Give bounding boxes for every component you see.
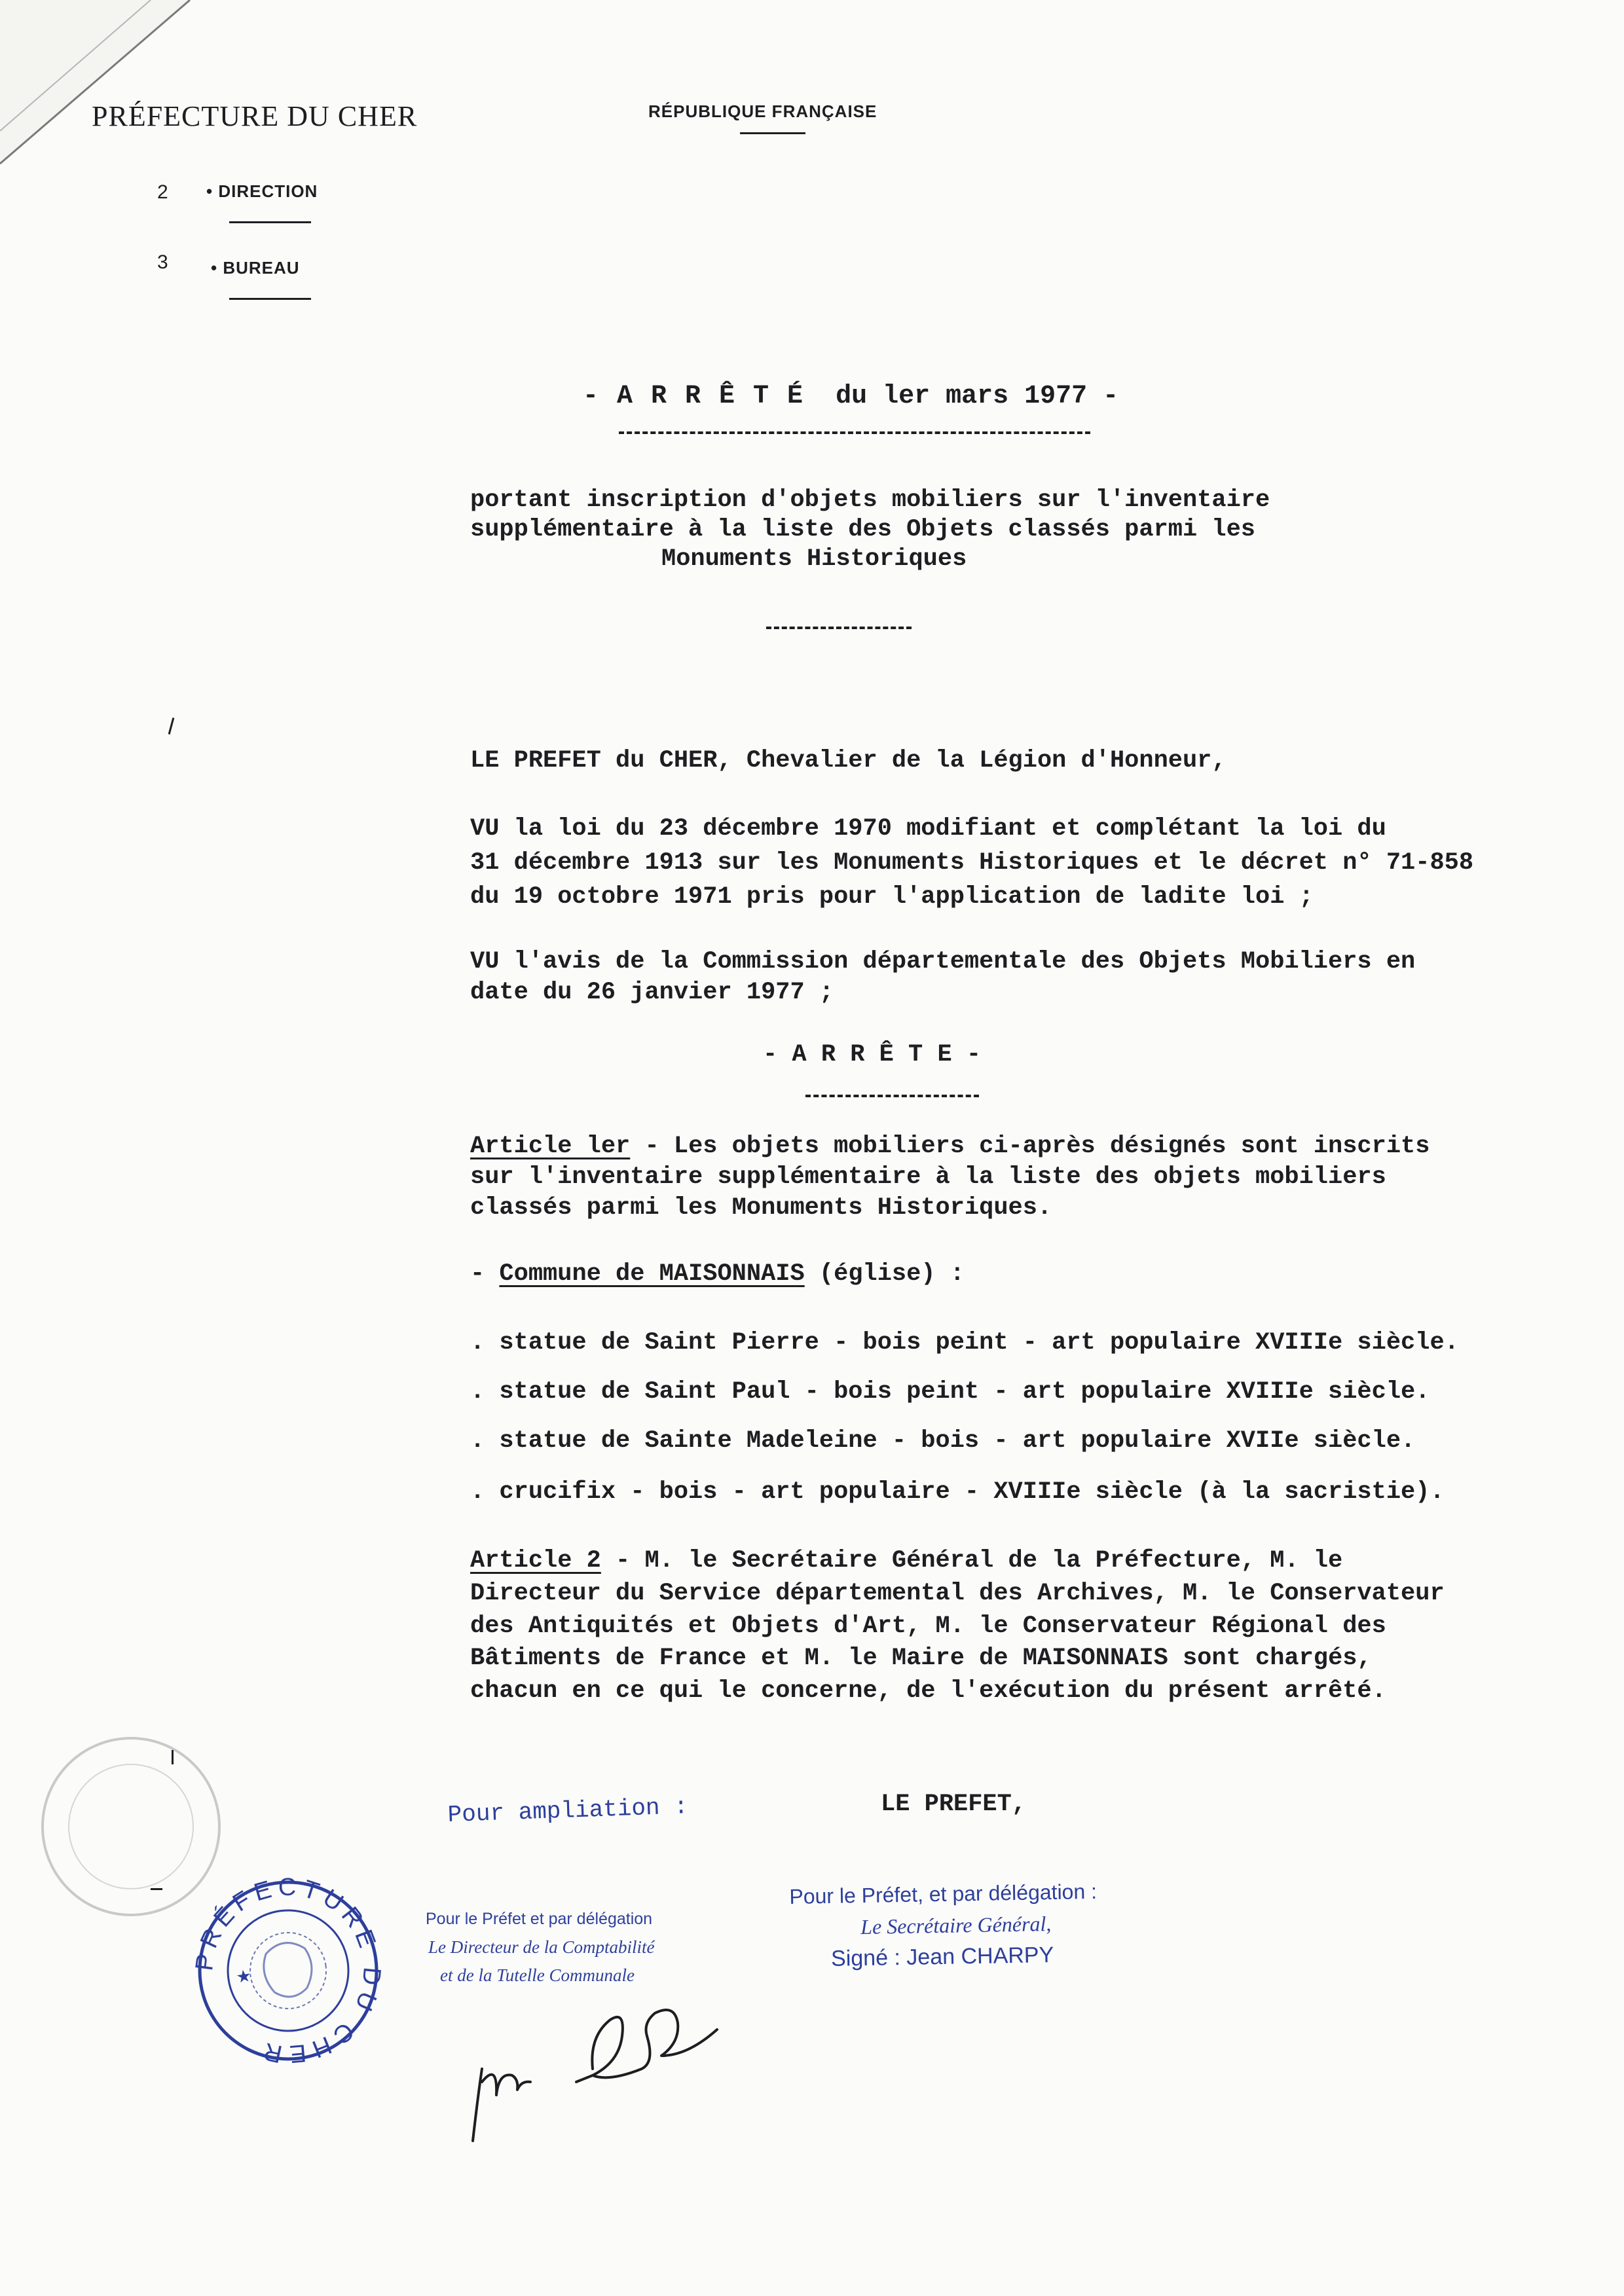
svg-text:★: ★ bbox=[234, 1966, 253, 1988]
arrete-heading: - A R R Ê T E - bbox=[763, 1041, 982, 1068]
commune-dash: - bbox=[470, 1260, 500, 1288]
direction-number: 2 bbox=[157, 181, 168, 203]
ampliation-text: Pour ampliation : bbox=[447, 1793, 689, 1829]
bureau-underline bbox=[229, 298, 311, 300]
title-arrete: - A R R Ê T É bbox=[583, 382, 805, 411]
vu1-line-1: VU la loi du 23 décembre 1970 modifiant et complétant la loi du bbox=[470, 815, 1386, 843]
bureau-label: • BUREAU bbox=[211, 258, 300, 278]
commune-rest: (église) : bbox=[804, 1260, 965, 1288]
right-stamp-line-3: Signé : Jean CHARPY bbox=[830, 1942, 1054, 1971]
title-date: du ler mars 1977 - bbox=[836, 382, 1119, 411]
vu1-line-2: 31 décembre 1913 sur les Monuments Historiques et le décret n° 71-858 bbox=[470, 849, 1474, 877]
left-stamp-line-3: et de la Tutelle Communale bbox=[440, 1965, 635, 1985]
subject-line-3: Monuments Historiques bbox=[661, 545, 967, 573]
stray-mark-2 bbox=[172, 1750, 174, 1764]
object-item-3: . statue de Sainte Madeleine - bois - art populaire XVIIe siècle. bbox=[470, 1427, 1416, 1455]
article1-text-1: - Les objets mobiliers ci-après désignés sont inscrits bbox=[630, 1133, 1430, 1160]
right-stamp-line-2: Le Secrétaire Général, bbox=[860, 1912, 1052, 1939]
object-item-2: . statue de Saint Paul - bois peint - art populaire XVIIIe siècle. bbox=[470, 1378, 1430, 1406]
article1-label: Article ler bbox=[470, 1133, 631, 1160]
subject-line-2: supplémentaire à la liste des Objets classés parmi les bbox=[470, 516, 1255, 543]
left-stamp-line-2: Le Directeur de la Comptabilité bbox=[428, 1937, 655, 1957]
ampliation-label bbox=[447, 1793, 688, 1829]
article2-line-1 bbox=[470, 1547, 1342, 1575]
document-title bbox=[583, 382, 1118, 411]
direction-label: • DIRECTION bbox=[206, 181, 318, 201]
article1-line-2: sur l'inventaire supplémentaire à la liste des objets mobiliers bbox=[470, 1163, 1386, 1191]
prefecture-name: PRÉFECTURE DU CHER bbox=[92, 100, 418, 132]
closing-prefet: LE PREFET, bbox=[881, 1791, 1027, 1818]
stray-mark-1 bbox=[168, 718, 175, 735]
right-stamp-line-1: Pour le Préfet, et par délégation : bbox=[789, 1879, 1098, 1908]
article2-line-2: Directeur du Service départemental des Archives, M. le Conservateur bbox=[470, 1580, 1445, 1607]
seal-text: PRÉFECTURE DU CHER bbox=[191, 1873, 386, 2068]
republic-underline bbox=[740, 132, 805, 134]
arrete-dashes bbox=[805, 1095, 979, 1097]
article1-line-3: classés parmi les Monuments Historiques. bbox=[470, 1194, 1052, 1222]
left-stamp-line-1: Pour le Préfet et par délégation bbox=[426, 1910, 653, 1928]
article2-line-3: des Antiquités et Objets d'Art, M. le Conservateur Régional des bbox=[470, 1613, 1386, 1640]
article2-text-1: - M. le Secrétaire Général de la Préfecture, M. le bbox=[600, 1547, 1343, 1575]
object-item-1: . statue de Saint Pierre - bois peint - art populaire XVIIIe siècle. bbox=[470, 1329, 1459, 1357]
article2-line-5: chacun en ce qui le concerne, de l'exécution du présent arrêté. bbox=[470, 1677, 1386, 1705]
article2-line-4: Bâtiments de France et M. le Maire de MAISONNAIS sont chargés, bbox=[470, 1645, 1372, 1672]
vu1-line-3: du 19 octobre 1971 pris pour l'application de ladite loi ; bbox=[470, 883, 1314, 911]
title-dashes bbox=[619, 431, 1090, 434]
commune-line bbox=[470, 1260, 965, 1288]
right-stamp bbox=[789, 1876, 1098, 1975]
vu2-line-2: date du 26 janvier 1977 ; bbox=[470, 979, 834, 1006]
prefet-line: LE PREFET du CHER, Chevalier de la Légion d'Honneur, bbox=[470, 747, 1227, 774]
subject-dashes bbox=[766, 627, 912, 629]
republic-title: RÉPUBLIQUE FRANÇAISE bbox=[648, 101, 877, 121]
article1-line-1 bbox=[470, 1133, 1430, 1160]
handwritten-signature bbox=[458, 1984, 799, 2154]
subject-line-1: portant inscription d'objets mobiliers sur l'inventaire bbox=[470, 486, 1270, 514]
direction-underline bbox=[229, 221, 311, 223]
left-stamp bbox=[426, 1905, 654, 1990]
folded-corner bbox=[0, 0, 196, 170]
bureau-number: 3 bbox=[157, 251, 168, 273]
object-item-4: . crucifix - bois - art populaire - XVIIIe siècle (à la sacristie). bbox=[470, 1478, 1445, 1506]
commune-label: Commune de MAISONNAIS bbox=[499, 1260, 805, 1288]
article2-label: Article 2 bbox=[470, 1547, 601, 1575]
stray-mark-3 bbox=[151, 1888, 162, 1890]
vu2-line-1: VU l'avis de la Commission départementale des Objets Mobiliers en bbox=[470, 948, 1416, 975]
faded-seal bbox=[20, 1728, 255, 1938]
